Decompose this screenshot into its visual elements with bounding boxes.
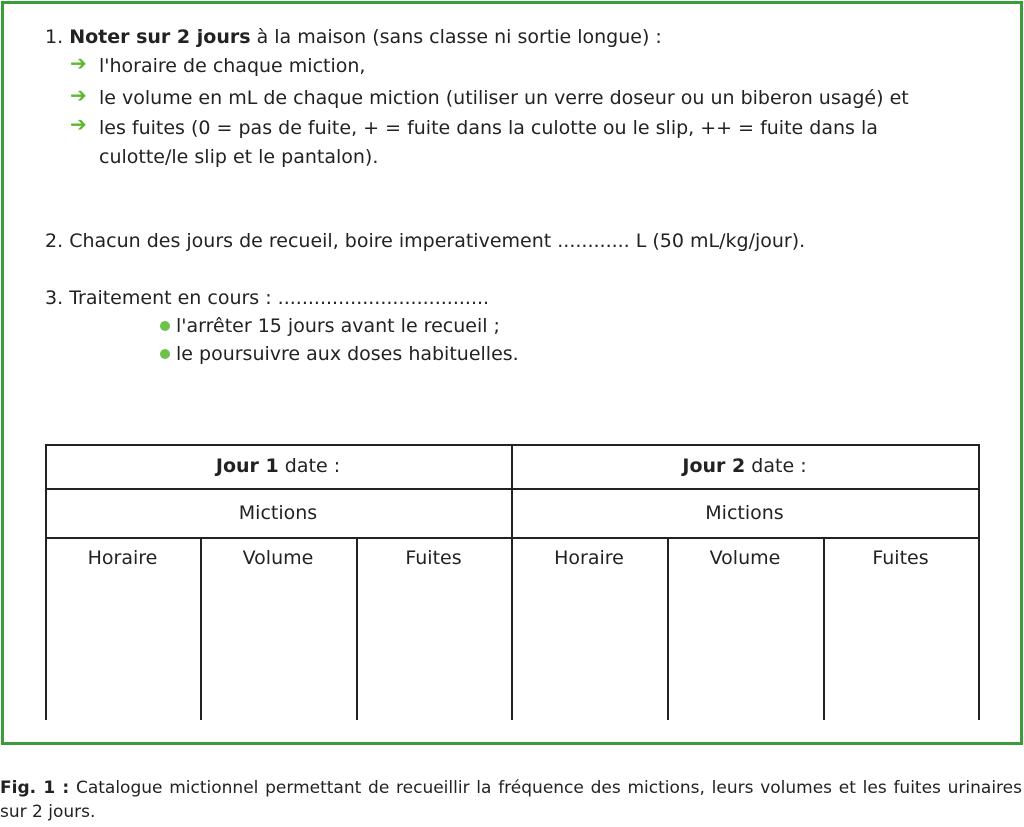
column-header-volume: Volume: [709, 547, 781, 569]
item-2-text: Chacun des jours de recueil, boire imperativement ............ L (50 mL/kg/jour).: [69, 230, 806, 252]
arrow-icon: ➔: [70, 83, 87, 107]
item-1-bold-text: Noter sur 2 jours: [69, 26, 251, 48]
miction-table: [45, 444, 980, 720]
item-3-number: 3.: [45, 287, 64, 309]
bullet-icon: [160, 349, 170, 359]
item-1-text: à la maison (sans classe ni sortie longue) :: [250, 26, 662, 48]
bullet-icon: [160, 321, 170, 331]
item-1: [45, 25, 662, 49]
item-1-sub-1: l'horaire de chaque miction,: [99, 55, 366, 77]
item-3: [45, 286, 489, 310]
figure-caption-text: Catalogue mictionnel permettant de recueillir la fréquence des mictions, leurs volumes et les fuites urinaires sur 2 jours.: [0, 778, 1022, 822]
item-3-option-2: le poursuivre aux doses habituelles.: [176, 343, 519, 365]
column-header-horaire: Horaire: [87, 547, 158, 569]
arrow-icon: ➔: [70, 51, 87, 75]
arrow-icon: ➔: [70, 112, 87, 136]
figure-caption: [0, 776, 1022, 824]
item-2-number: 2.: [45, 230, 64, 252]
table-border-top: [45, 444, 980, 446]
day-2-date-label: date :: [745, 455, 807, 477]
day-2-label: Jour 2: [682, 455, 746, 477]
item-1-sub-3: les fuites (0 = pas de fuite, + = fuite dans la culotte ou le slip, ++ = fuite dans la: [99, 117, 878, 139]
column-header-fuites: Fuites: [872, 547, 929, 569]
item-1-number: 1.: [45, 26, 64, 48]
day-1-label: Jour 1: [215, 455, 279, 477]
table-border-left: [45, 444, 47, 720]
day-1-header: [45, 454, 511, 478]
table-day-divider: [511, 444, 513, 720]
item-3-text: Traitement en cours : ...................................: [69, 287, 490, 309]
column-header-fuites: Fuites: [405, 547, 462, 569]
day-1-mictions-header: Mictions: [238, 502, 318, 524]
column-header-volume: Volume: [242, 547, 314, 569]
item-2: [45, 229, 805, 253]
table-row-divider: [45, 488, 980, 490]
item-1-sub-3-continued: culotte/le slip et le pantalon).: [99, 146, 379, 168]
column-header-horaire: Horaire: [554, 547, 624, 569]
day-2-header: [511, 454, 978, 478]
table-row-divider: [45, 537, 980, 539]
table-border-right: [978, 444, 980, 720]
day-2-mictions-header: Mictions: [705, 502, 784, 524]
item-1-sub-2: le volume en mL de chaque miction (utiliser un verre doseur ou un biberon usagé) et: [99, 87, 909, 109]
item-3-option-1: l'arrêter 15 jours avant le recueil ;: [176, 315, 500, 337]
figure-caption-label: Fig. 1 :: [0, 778, 70, 798]
day-1-date-label: date :: [278, 455, 341, 477]
